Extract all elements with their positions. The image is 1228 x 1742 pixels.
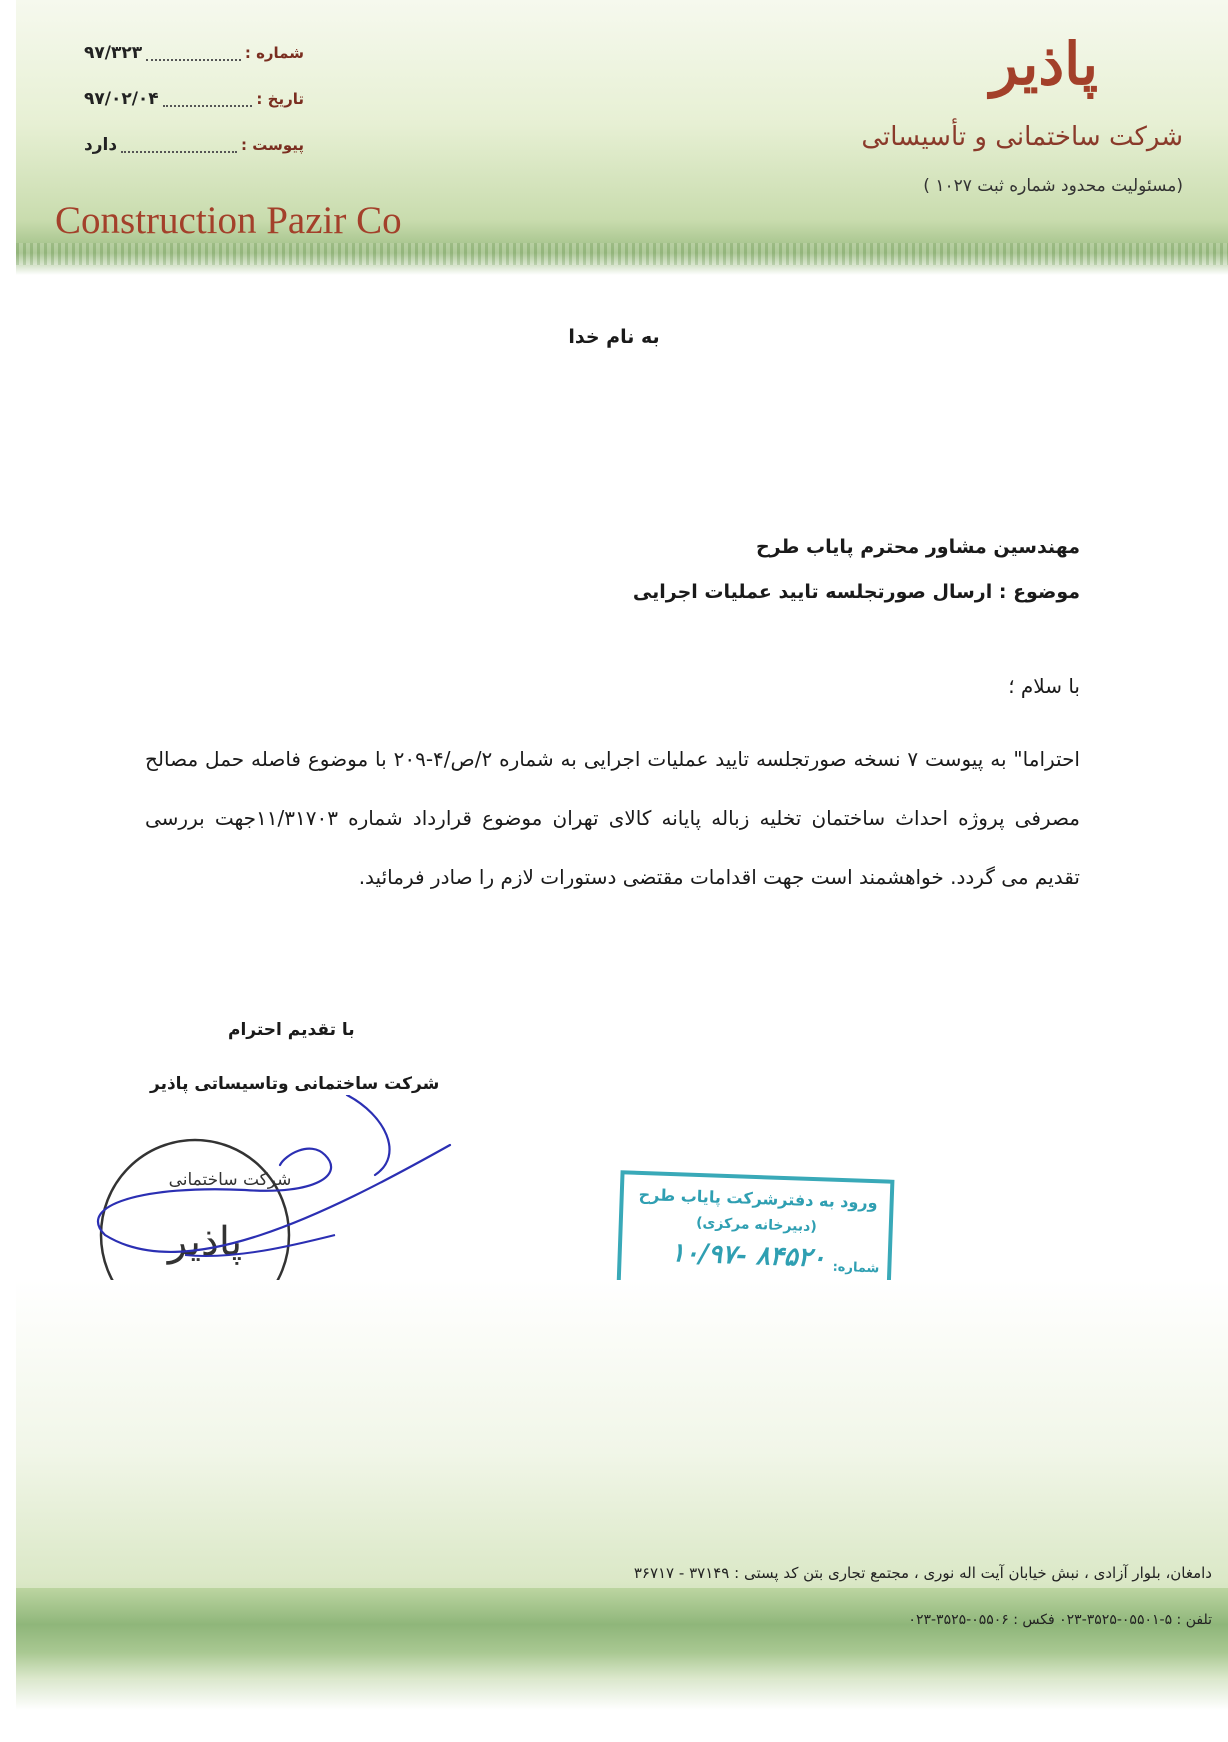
meta-attachment-value: دارد xyxy=(84,135,118,155)
subject-line: موضوع : ارسال صورتجلسه تایید عملیات اجرایی xyxy=(632,581,1080,603)
brand-name-en: Construction Pazir Co xyxy=(55,199,402,242)
stamp-number-label: شماره: xyxy=(832,1259,880,1277)
stamp-subtitle: (دبیرخانه مرکزی) xyxy=(695,1214,818,1236)
meta-date-dots xyxy=(163,91,253,107)
body-paragraph: احتراما" به پیوست ۷ نسخه صورتجلسه تایید عملیات اجرایی به شماره ۲/ص/۴-۲۰۹ با موضوع فاصله حمل مصالح مصرفی پروژه احداث ساختمان تخلیه زباله پایانه کالای تهران موضوع قرارداد شماره ۱۱/۳۱۷۰۳جهت بررسی تقدیم می گردد. خواهشمند است جهت اقدامات مقتضی دستورات لازم را صادر فرمائید. xyxy=(145,747,1080,889)
bismillah-heading: به نام خدا xyxy=(568,326,660,348)
registration-note: (مسئولیت محدود شماره ثبت ۱۰۲۷ ) xyxy=(923,176,1183,196)
footer-phone: تلفن : ۵-۰۵۵۰۱-۳۵۲۵-۰۲۳ فکس : ۰۵۵۰۶-۳۵۲۵-۰۲۳ xyxy=(908,1612,1212,1628)
brand-logo-fa: پاذیر xyxy=(990,30,1098,98)
addressee: مهندسین مشاور محترم پایاب طرح xyxy=(755,536,1080,558)
seal-line-2: پاذیر xyxy=(167,1219,243,1265)
meta-attachment-label: پیوست : xyxy=(240,136,304,154)
company-name-fa: شرکت ساختمانی و تأسیساتی xyxy=(861,122,1183,152)
meta-date-label: تاریخ : xyxy=(256,90,304,108)
meta-number-dots xyxy=(146,45,241,61)
stamp-title: ورود به دفترشرکت پایاب طرح xyxy=(638,1184,878,1213)
letter-meta xyxy=(84,30,304,168)
meta-number-row xyxy=(84,30,304,76)
closing: با تقدیم احترام xyxy=(228,1020,355,1040)
stamp-number-value: ۱۰/۹۷- ۸۴۵۲۰ xyxy=(670,1238,827,1274)
meta-attachment-row xyxy=(84,122,304,168)
signer-company: شرکت ساختمانی وتاسیساتی پاذیر xyxy=(150,1074,440,1094)
meta-number-value: ۹۷/۳۲۳ xyxy=(84,43,143,63)
footer-address: دامغان، بلوار آزادی ، نبش خیابان آیت اله نوری ، مجتمع تجاری بتن کد پستی : ۳۷۱۴۹ - ۳۶۷۱۷ xyxy=(633,1564,1212,1582)
meta-number-label: شماره : xyxy=(244,44,304,62)
meta-date-row xyxy=(84,76,304,122)
footer-bar xyxy=(16,1588,1228,1680)
greeting: با سلام ؛ xyxy=(1008,674,1080,698)
meta-attachment-dots xyxy=(121,137,237,153)
seal-line-1: شرکت ساختمانی xyxy=(168,1170,292,1190)
meta-date-value: ۹۷/۰۲/۰۴ xyxy=(84,89,159,109)
